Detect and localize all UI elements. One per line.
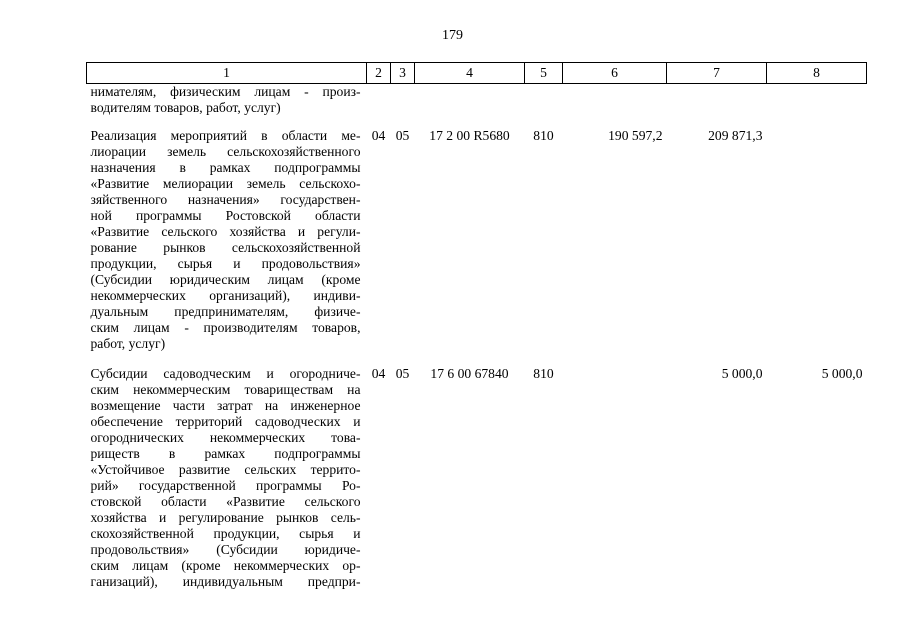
cell-section (367, 84, 391, 117)
table-row (87, 116, 867, 352)
table-row (87, 84, 867, 117)
description-line: назначения в рамках подпрограммы (90, 160, 361, 175)
description-line: «Развитие мелиорации земель сельскохо- (90, 176, 361, 191)
header-col-6: 6 (563, 63, 667, 84)
description-line: дуальным предпринимателям, физиче- (90, 304, 361, 319)
header-col-4: 4 (415, 63, 525, 84)
cell-amount-col7: 5 000,0 (721, 366, 763, 381)
header-col-8: 8 (767, 63, 867, 84)
cell-target-article: 17 6 00 67840 (430, 366, 509, 381)
description-line: «Устойчивое развитие сельских террито- (90, 462, 361, 477)
description-line: водителям товаров, работ, услуг) (90, 100, 281, 115)
description-line: рование рынков сельскохозяйственной (90, 240, 361, 255)
header-col-3: 3 (391, 63, 415, 84)
description-line: рий» государственной программы Ро- (90, 478, 361, 493)
header-col-7: 7 (667, 63, 767, 84)
description-line: зяйственного назначения» государствен- (90, 192, 361, 207)
cell-expense-type (525, 84, 563, 117)
table-row (87, 352, 867, 590)
description-line: «Развитие сельского хозяйства и регули- (90, 224, 361, 239)
cell-amount-col7: 209 871,3 (708, 128, 763, 143)
row-description (87, 352, 367, 590)
description-line: огороднических некоммерческих това- (90, 430, 361, 445)
description-line: продовольствия» (Субсидии юридиче- (90, 542, 361, 557)
description-line: Субсидии садоводческим и огородниче- (90, 366, 361, 381)
row-description (87, 84, 367, 117)
row-description (87, 116, 367, 352)
cell-amount-col7 (667, 84, 767, 117)
table-header-row (87, 63, 867, 84)
description-line: стовской области «Развитие сельского (90, 494, 361, 509)
header-col-5: 5 (525, 63, 563, 84)
description-line: ским некоммерческим товариществам на (90, 382, 361, 397)
cell-subsection: 05 (395, 128, 410, 143)
cell-amount-col8 (767, 84, 867, 117)
cell-amount-col6 (563, 84, 667, 117)
page-number: 179 (442, 28, 463, 43)
description-line: ной программы Ростовской области (90, 208, 361, 223)
cell-target-article: 17 2 00 R5680 (429, 128, 510, 143)
budget-table (86, 62, 867, 590)
description-line: ским лицам (кроме некоммерческих ор- (90, 558, 361, 573)
cell-subsection: 05 (395, 366, 410, 381)
cell-expense-type: 810 (533, 128, 554, 143)
cell-amount-col8: 5 000,0 (821, 366, 863, 381)
cell-amount-col8 (767, 116, 867, 352)
cell-subsection (391, 84, 415, 117)
description-line: нимателям, физическим лицам - произ- (90, 84, 361, 99)
header-col-2: 2 (367, 63, 391, 84)
cell-target-article (415, 84, 525, 117)
cell-section: 04 (371, 366, 386, 381)
description-line: Реализация мероприятий в области ме- (90, 128, 361, 143)
header-col-1: 1 (87, 63, 367, 84)
description-line: работ, услуг) (90, 336, 166, 351)
cell-section: 04 (371, 128, 386, 143)
description-line: (Субсидии юридическим лицам (кроме (90, 272, 361, 287)
description-line: возмещение части затрат на инженерное (90, 398, 361, 413)
description-line: скохозяйственной продукции, сырья и (90, 526, 361, 541)
description-line: лиорации земель сельскохозяйственного (90, 144, 361, 159)
description-line: хозяйства и регулирование рынков сель- (90, 510, 361, 525)
description-line: продукции, сырья и продовольствия» (90, 256, 361, 271)
description-line: некоммерческих организаций), индиви- (90, 288, 361, 303)
cell-expense-type: 810 (533, 366, 554, 381)
description-line: ганизаций), индивидуальным предпри- (90, 574, 361, 589)
cell-amount-col6: 190 597,2 (608, 128, 663, 143)
description-line: риществ в рамках подпрограммы (90, 446, 361, 461)
description-line: ским лицам - производителям товаров, (90, 320, 361, 335)
cell-amount-col6 (563, 352, 667, 590)
description-line: обеспечение территорий садоводческих и (90, 414, 361, 429)
